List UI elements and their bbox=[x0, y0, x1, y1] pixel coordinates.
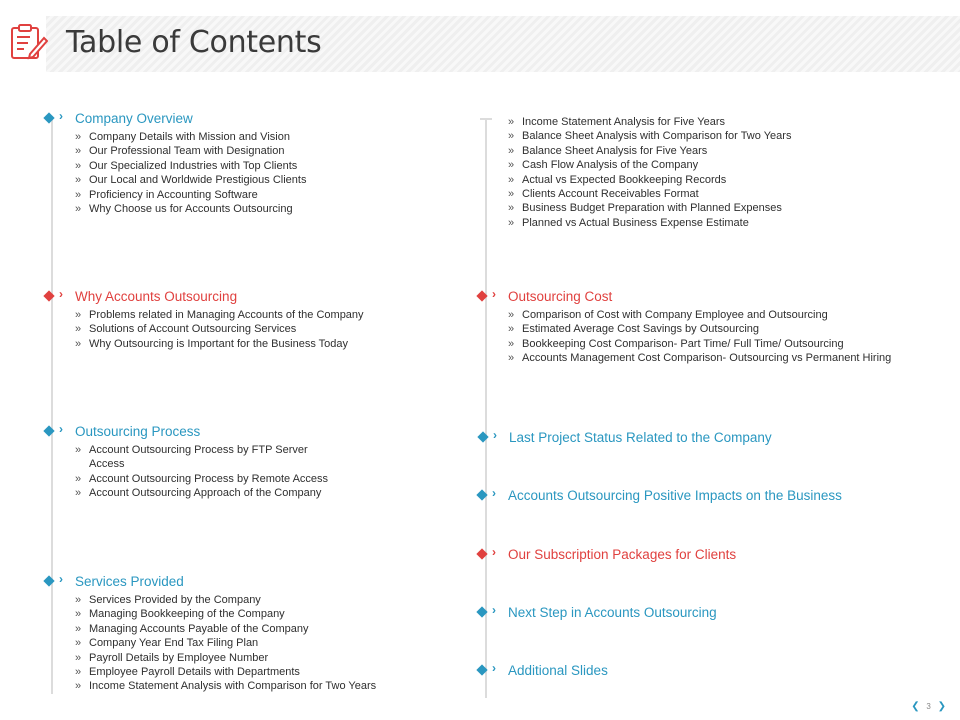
section-title[interactable]: Additional Slides bbox=[508, 663, 608, 678]
list-item[interactable]: » Account Outsourcing Process by FTP Server Access bbox=[75, 443, 337, 472]
list-item[interactable]: » Clients Account Receivables Format bbox=[508, 187, 798, 201]
list-item[interactable]: » Account Outsourcing Approach of the Company bbox=[75, 486, 345, 500]
list-item[interactable]: » Proficiency in Accounting Software bbox=[75, 188, 445, 202]
chevron-right-icon: › bbox=[59, 109, 63, 123]
slide-pager bbox=[909, 701, 948, 712]
section-why-accounts-outsourcing[interactable] bbox=[59, 287, 445, 351]
list-item[interactable]: » Comparison of Cost with Company Employee and Outsourcing bbox=[508, 308, 908, 322]
list-item[interactable]: » Business Budget Preparation with Planned Expenses bbox=[508, 201, 798, 215]
chevron-right-icon: › bbox=[59, 287, 63, 301]
list-item[interactable]: » Bookkeeping Cost Comparison- Part Time/ Full Time/ Outsourcing bbox=[508, 337, 908, 351]
section-title[interactable]: Our Subscription Packages for Clients bbox=[508, 547, 737, 562]
list-item[interactable]: » Actual vs Expected Bookkeeping Records bbox=[508, 173, 798, 187]
section-title[interactable]: Company Overview bbox=[75, 111, 193, 126]
section-outsourcing-cost[interactable] bbox=[492, 287, 908, 366]
section-company-overview[interactable] bbox=[59, 109, 445, 216]
list-item[interactable]: » Company Details with Mission and Vision bbox=[75, 130, 445, 144]
list-item[interactable]: » Our Professional Team with Designation bbox=[75, 144, 445, 158]
section-title[interactable]: Accounts Outsourcing Positive Impacts on the Business bbox=[508, 488, 842, 503]
section-title[interactable]: Next Step in Accounts Outsourcing bbox=[508, 605, 717, 620]
section-title[interactable]: Outsourcing Cost bbox=[508, 289, 613, 304]
timeline-top-tick bbox=[480, 118, 492, 120]
chevron-right-icon: › bbox=[492, 661, 496, 675]
section-title[interactable]: Last Project Status Related to the Company bbox=[509, 430, 772, 445]
list-item[interactable]: » Services Provided by the Company bbox=[75, 593, 445, 607]
list-item[interactable]: » Cash Flow Analysis of the Company bbox=[508, 158, 798, 172]
list-item[interactable]: » Balance Sheet Analysis with Comparison for Two Years bbox=[508, 129, 798, 143]
section-outsourcing-process[interactable] bbox=[59, 422, 365, 501]
section-items bbox=[508, 308, 908, 366]
chevron-right-icon: › bbox=[492, 545, 496, 559]
chevron-right-icon: › bbox=[492, 603, 496, 617]
page-title: Table of Contents bbox=[66, 25, 322, 60]
section-items bbox=[75, 308, 445, 351]
list-item[interactable]: » Balance Sheet Analysis for Five Years bbox=[508, 144, 798, 158]
list-item[interactable]: » Income Statement Analysis with Comparison for Two Years bbox=[75, 679, 445, 693]
chevron-right-icon: › bbox=[492, 486, 496, 500]
list-item[interactable]: » Why Outsourcing is Important for the Business Today bbox=[75, 337, 445, 351]
list-item[interactable]: » Planned vs Actual Business Expense Estimate bbox=[508, 216, 798, 230]
list-item[interactable]: » Solutions of Account Outsourcing Services bbox=[75, 322, 445, 336]
list-item[interactable]: » Employee Payroll Details with Departments bbox=[75, 665, 445, 679]
list-item[interactable]: » Account Outsourcing Process by Remote Access bbox=[75, 472, 345, 486]
clipboard-pen-icon bbox=[10, 24, 48, 62]
section-next-step[interactable] bbox=[492, 603, 928, 622]
section-additional-slides[interactable] bbox=[492, 661, 928, 680]
list-item[interactable]: » Company Year End Tax Filing Plan bbox=[75, 636, 445, 650]
section-items bbox=[508, 115, 798, 230]
section-title[interactable]: Outsourcing Process bbox=[75, 424, 201, 439]
list-item[interactable]: » Problems related in Managing Accounts of the Company bbox=[75, 308, 445, 322]
list-item[interactable]: » Managing Bookkeeping of the Company bbox=[75, 607, 445, 621]
list-item[interactable]: » Income Statement Analysis for Five Years bbox=[508, 115, 798, 129]
chevron-left-icon[interactable]: ❮ bbox=[911, 701, 920, 712]
chevron-right-icon: › bbox=[492, 287, 496, 301]
section-continued-items bbox=[508, 113, 798, 230]
chevron-right-icon: › bbox=[59, 422, 63, 436]
section-title[interactable]: Services Provided bbox=[75, 574, 184, 589]
section-items bbox=[75, 130, 445, 216]
section-items bbox=[75, 593, 445, 694]
list-item[interactable]: » Managing Accounts Payable of the Company bbox=[75, 622, 445, 636]
list-item[interactable]: » Estimated Average Cost Savings by Outsourcing bbox=[508, 322, 908, 336]
list-item[interactable]: » Accounts Management Cost Comparison- Outsourcing vs Permanent Hiring bbox=[508, 351, 908, 365]
section-services-provided[interactable] bbox=[59, 572, 445, 694]
chevron-right-icon: › bbox=[59, 572, 63, 586]
chevron-right-icon[interactable]: ❯ bbox=[937, 701, 946, 712]
section-positive-impacts[interactable] bbox=[492, 486, 928, 505]
left-timeline bbox=[51, 116, 53, 694]
page-number: 3 bbox=[926, 702, 931, 711]
list-item[interactable]: » Payroll Details by Employee Number bbox=[75, 651, 445, 665]
list-item[interactable]: » Our Specialized Industries with Top Clients bbox=[75, 159, 445, 173]
list-item[interactable]: » Why Choose us for Accounts Outsourcing bbox=[75, 202, 445, 216]
list-item[interactable]: » Our Local and Worldwide Prestigious Clients bbox=[75, 173, 445, 187]
section-subscription-packages[interactable] bbox=[492, 545, 928, 564]
section-last-project-status[interactable] bbox=[493, 428, 929, 447]
section-title[interactable]: Why Accounts Outsourcing bbox=[75, 289, 238, 304]
section-items bbox=[75, 443, 345, 501]
chevron-right-icon: › bbox=[493, 428, 497, 442]
